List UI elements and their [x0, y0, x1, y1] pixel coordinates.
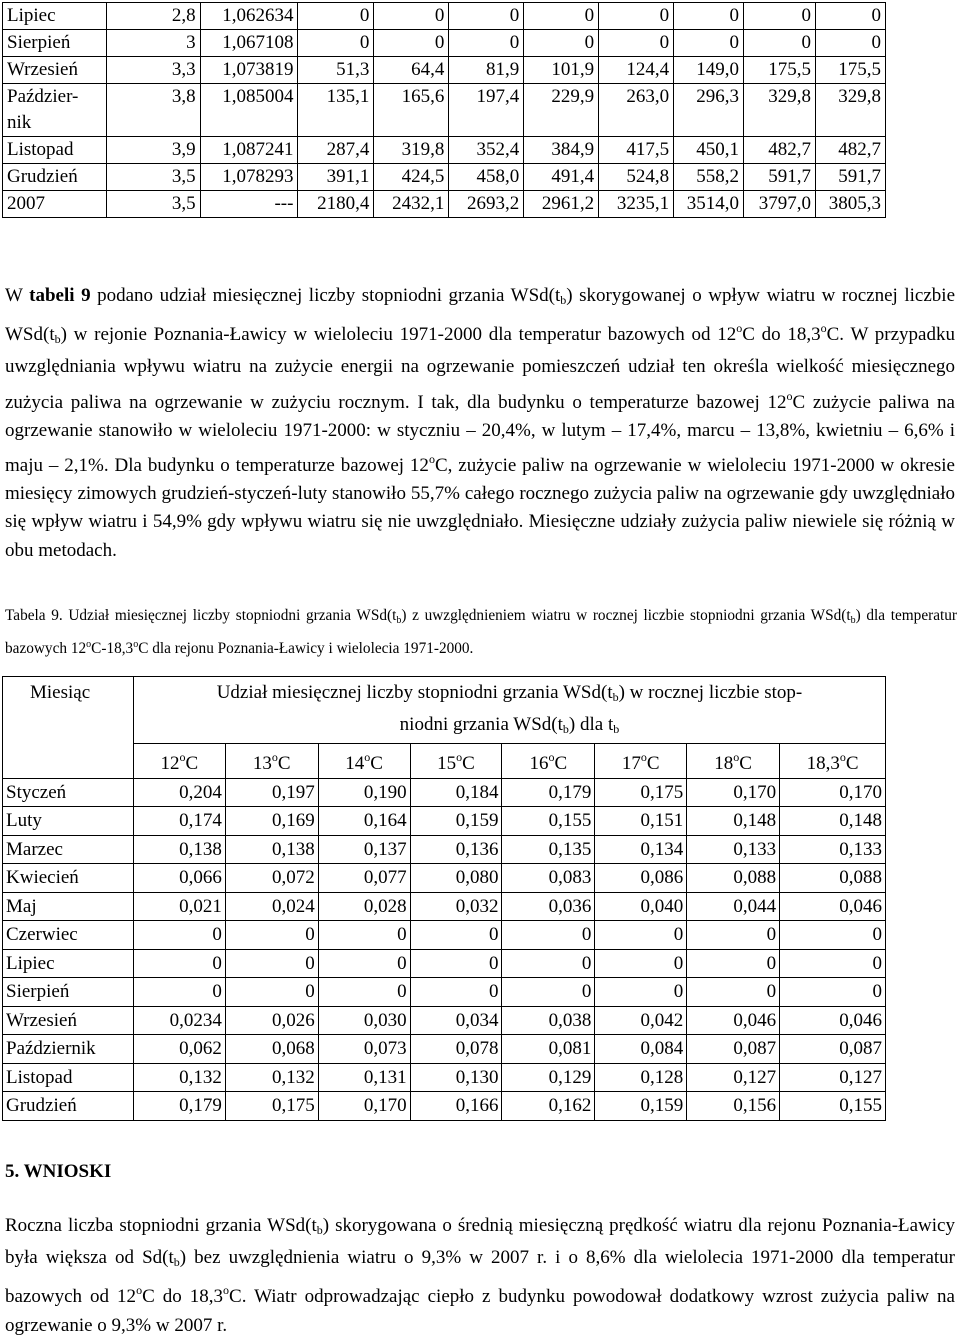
value-cell: 64,4	[374, 57, 449, 84]
value-cell: 0,084	[595, 1035, 687, 1064]
value-cell: 0,088	[687, 864, 780, 893]
month-cell: Sierpień	[3, 978, 134, 1007]
value-cell: 0,148	[780, 807, 886, 836]
value-cell: 482,7	[744, 137, 816, 164]
value-cell: 0	[502, 921, 595, 950]
value-cell: 175,5	[744, 57, 816, 84]
table-row	[3, 864, 886, 893]
month-cell: Sierpień	[3, 30, 107, 57]
table-row	[3, 921, 886, 950]
value-cell: 0,086	[595, 864, 687, 893]
month-cell: Listopad	[3, 137, 107, 164]
table-row	[3, 191, 886, 218]
value-cell: 135,1	[298, 84, 374, 137]
value-cell: 0,169	[225, 807, 318, 836]
value-cell: 0,127	[780, 1063, 886, 1092]
month-cell: Luty	[3, 807, 134, 836]
value-cell: 0	[318, 978, 410, 1007]
value-cell: 0,128	[595, 1063, 687, 1092]
value-cell: 0	[374, 30, 449, 57]
value-cell: 0,024	[225, 892, 318, 921]
table9-body	[3, 778, 886, 1120]
table-row	[3, 3, 886, 30]
value-cell: ---	[200, 191, 298, 218]
value-cell: 0	[374, 3, 449, 30]
value-cell: 0,088	[780, 864, 886, 893]
value-cell: 0	[595, 949, 687, 978]
value-cell: 0,151	[595, 807, 687, 836]
value-cell: 0,081	[502, 1035, 595, 1064]
value-cell: 0	[744, 30, 816, 57]
table9-temperature-row	[3, 744, 886, 779]
section-heading-conclusions: 5. WNIOSKI	[5, 1161, 112, 1182]
value-cell: 0,044	[687, 892, 780, 921]
value-cell: 0	[780, 949, 886, 978]
temperature-header-cell: 17$^o$C	[595, 744, 687, 779]
value-cell: 1,087241	[200, 137, 298, 164]
value-cell: 0	[595, 921, 687, 950]
value-cell: 0,175	[225, 1092, 318, 1121]
value-cell: 0	[318, 921, 410, 950]
value-cell: 0,046	[687, 1006, 780, 1035]
paragraph-conclusions: Roczna liczba stopniodni grzania $WSd(t_b)$ skorygowana o średnią miesięczną prędkość wiatru dla rejonu Poznania-Ławicy była większa od $Sd(t_b)$ bez uwzględnienia wiatru o 9,3% w 2007 r. i o 8,6% dla wielolecia 1971-2000 dla temperatur bazowych od 12$^o$C do 18,3$^o$C. Wiatr odprowadzając ciepło z budynku powodował dodatkowy wzrost zużycia paliw na ogrzewanie o 9,3% w 2007 r.	[5, 1215, 956, 1336]
table-row	[3, 1006, 886, 1035]
value-cell: 2693,2	[449, 191, 524, 218]
month-cell: Paździer- nik	[3, 84, 107, 137]
value-cell: 0,087	[780, 1035, 886, 1064]
month-cell: 2007	[3, 191, 107, 218]
table-row	[3, 778, 886, 807]
value-cell: 1,073819	[200, 57, 298, 84]
month-cell: Marzec	[3, 835, 134, 864]
value-cell: 0	[599, 30, 674, 57]
value-cell: 450,1	[674, 137, 744, 164]
value-cell: 0	[524, 30, 599, 57]
value-cell: 0,087	[687, 1035, 780, 1064]
table-row	[3, 84, 886, 137]
value-cell: 0	[595, 978, 687, 1007]
table-row	[3, 1092, 886, 1121]
value-cell: 1,085004	[200, 84, 298, 137]
temperature-header-cell: 13$^o$C	[225, 744, 318, 779]
value-cell: 0,133	[687, 835, 780, 864]
value-cell: 0	[133, 978, 225, 1007]
value-cell: 0	[687, 949, 780, 978]
month-cell: Wrzesień	[3, 57, 107, 84]
value-cell: 0	[815, 3, 885, 30]
value-cell: 482,7	[815, 137, 885, 164]
value-cell: 0,026	[225, 1006, 318, 1035]
value-cell: 0,136	[410, 835, 502, 864]
value-cell: 0,130	[410, 1063, 502, 1092]
value-cell: 1,062634	[200, 3, 298, 30]
value-cell: 0,028	[318, 892, 410, 921]
value-cell: 0,077	[318, 864, 410, 893]
value-cell: 0,159	[410, 807, 502, 836]
value-cell: 149,0	[674, 57, 744, 84]
value-cell: 0,073	[318, 1035, 410, 1064]
value-cell: 558,2	[674, 164, 744, 191]
value-cell: 3	[106, 30, 200, 57]
temperature-header-cell: 18$^o$C	[687, 744, 780, 779]
value-cell: 0	[449, 3, 524, 30]
value-cell: 0,190	[318, 778, 410, 807]
table-row	[3, 57, 886, 84]
month-cell: Lipiec	[3, 3, 107, 30]
value-cell: 0,046	[780, 1006, 886, 1035]
value-cell: 0	[449, 30, 524, 57]
value-cell: 81,9	[449, 57, 524, 84]
value-cell: 0	[780, 978, 886, 1007]
temperature-header-cell: 16$^o$C	[502, 744, 595, 779]
value-cell: 165,6	[374, 84, 449, 137]
value-cell: 0	[410, 978, 502, 1007]
value-cell: 0,129	[502, 1063, 595, 1092]
table-row	[3, 137, 886, 164]
month-cell: Grudzień	[3, 164, 107, 191]
value-cell: 51,3	[298, 57, 374, 84]
value-cell: 263,0	[599, 84, 674, 137]
value-cell: 0	[298, 3, 374, 30]
table9-caption: Tabela 9. Udział miesięcznej liczby stopniodni grzania $WSd(t_b)$ z uwzględnieniem wiatru w rocznej liczbie stopniodni grzania $WSd(t_b)$ dla temperatur bazowych 12$^o$C-18,3$^o$C dla rejonu Poznania-Ławicy i wielolecia 1971-2000.	[5, 607, 957, 657]
value-cell: 3,5	[106, 191, 200, 218]
header-month: Miesiąc	[3, 677, 134, 779]
value-cell: 3,5	[106, 164, 200, 191]
value-cell: 3797,0	[744, 191, 816, 218]
table-row	[3, 949, 886, 978]
paragraph-table9-description: W tabeli 9 podano udział miesięcznej liczby stopniodni grzania $WSd(t_b)$ skorygowanej o wpływ wiatru w rocznej liczbie $WSd(t_b)$ w rejonie Poznania-Ławicy w wieloleciu 1971-2000 dla temperatur bazowych od 12$^o$C do 18,3$^o$C. W przypadku uwzględniania wpływu wiatru na zużycie energii na ogrzewanie pomieszczeń udział ten określa wielkość miesięcznego zużycia paliwa na ogrzewanie w zużyciu rocznym. I tak, dla budynku o temperaturze bazowej 12$^o$C zużycie paliwa na ogrzewanie stanowiło w wieloleciu 1971-2000: w styczniu – 20,4%, w lutym – 17,4%, marcu – 13,8%, kwietniu – 6,6% i maju – 2,1%. Dla budynku o temperaturze bazowej 12$^o$C, zużycie paliw na ogrzewanie w wieloleciu 1971-2000 w okresie miesięcy zimowych grudzień-styczeń-luty stanowiło 55,7% całego rocznego zużycia paliw na ogrzewanie gdy uwzględniało się wpływ wiatru i 54,9% gdy wpływu wiatru się nie uwzględniało. Miesięczne udziały zużycia paliw niewiele się różnią w obu metodach.	[5, 285, 956, 561]
value-cell: 0	[674, 30, 744, 57]
value-cell: 0,164	[318, 807, 410, 836]
value-cell: 2180,4	[298, 191, 374, 218]
value-cell: 0,138	[225, 835, 318, 864]
value-cell: 0,148	[687, 807, 780, 836]
value-cell: 0	[318, 949, 410, 978]
value-cell: 524,8	[599, 164, 674, 191]
value-cell: 1,078293	[200, 164, 298, 191]
value-cell: 3,3	[106, 57, 200, 84]
value-cell: 0,042	[595, 1006, 687, 1035]
header-share-description: Udział miesięcznej liczby stopniodni grzania $WSd(t_b)$ w rocznej liczbie stop- niodni grzania $WSd(t_b)$ dla $t_b$	[133, 677, 885, 744]
value-cell: 0,062	[133, 1035, 225, 1064]
value-cell: 0,159	[595, 1092, 687, 1121]
top-table-body	[3, 3, 886, 218]
value-cell: 0,131	[318, 1063, 410, 1092]
value-cell: 0,127	[687, 1063, 780, 1092]
value-cell: 0,040	[595, 892, 687, 921]
value-cell: 0,066	[133, 864, 225, 893]
month-cell: Lipiec	[3, 949, 134, 978]
value-cell: 0	[410, 949, 502, 978]
value-cell: 0,184	[410, 778, 502, 807]
value-cell: 0,156	[687, 1092, 780, 1121]
value-cell: 0,034	[410, 1006, 502, 1035]
value-cell: 197,4	[449, 84, 524, 137]
table-row	[3, 835, 886, 864]
value-cell: 458,0	[449, 164, 524, 191]
value-cell: 2,8	[106, 3, 200, 30]
table9-monthly-share	[2, 676, 886, 1121]
temperature-header-cell: 15$^o$C	[410, 744, 502, 779]
month-cell: Grudzień	[3, 1092, 134, 1121]
value-cell: 0	[133, 921, 225, 950]
value-cell: 0,179	[133, 1092, 225, 1121]
value-cell: 491,4	[524, 164, 599, 191]
month-cell: Listopad	[3, 1063, 134, 1092]
value-cell: 0,030	[318, 1006, 410, 1035]
table-row	[3, 1035, 886, 1064]
value-cell: 3,8	[106, 84, 200, 137]
value-cell: 0,170	[318, 1092, 410, 1121]
table9-header-row	[3, 677, 886, 744]
value-cell: 0,038	[502, 1006, 595, 1035]
value-cell: 1,067108	[200, 30, 298, 57]
value-cell: 0,170	[687, 778, 780, 807]
bold-table-reference: tabeli 9	[29, 285, 91, 306]
value-cell: 0,155	[780, 1092, 886, 1121]
value-cell: 3514,0	[674, 191, 744, 218]
value-cell: 0,046	[780, 892, 886, 921]
value-cell: 0	[502, 978, 595, 1007]
temperature-header-cell: 14$^o$C	[318, 744, 410, 779]
value-cell: 0,072	[225, 864, 318, 893]
value-cell: 0,083	[502, 864, 595, 893]
month-cell: Październik	[3, 1035, 134, 1064]
value-cell: 0,080	[410, 864, 502, 893]
value-cell: 101,9	[524, 57, 599, 84]
value-cell: 0,137	[318, 835, 410, 864]
value-cell: 2432,1	[374, 191, 449, 218]
month-cell: Kwiecień	[3, 864, 134, 893]
table-row	[3, 978, 886, 1007]
value-cell: 0	[815, 30, 885, 57]
value-cell: 417,5	[599, 137, 674, 164]
value-cell: 0,170	[780, 778, 886, 807]
value-cell: 0,078	[410, 1035, 502, 1064]
value-cell: 391,1	[298, 164, 374, 191]
value-cell: 0,174	[133, 807, 225, 836]
value-cell: 0,162	[502, 1092, 595, 1121]
value-cell: 0	[410, 921, 502, 950]
value-cell: 0,135	[502, 835, 595, 864]
value-cell: 124,4	[599, 57, 674, 84]
table-row	[3, 1063, 886, 1092]
value-cell: 0	[225, 921, 318, 950]
value-cell: 0	[687, 921, 780, 950]
value-cell: 0,068	[225, 1035, 318, 1064]
value-cell: 3805,3	[815, 191, 885, 218]
value-cell: 0,175	[595, 778, 687, 807]
value-cell: 2961,2	[524, 191, 599, 218]
value-cell: 0,166	[410, 1092, 502, 1121]
value-cell: 0	[502, 949, 595, 978]
table-row	[3, 807, 886, 836]
temperature-header-cell: 12$^o$C	[133, 744, 225, 779]
table-row	[3, 30, 886, 57]
value-cell: 229,9	[524, 84, 599, 137]
value-cell: 591,7	[815, 164, 885, 191]
value-cell: 0	[298, 30, 374, 57]
value-cell: 0	[133, 949, 225, 978]
value-cell: 384,9	[524, 137, 599, 164]
value-cell: 0,197	[225, 778, 318, 807]
value-cell: 175,5	[815, 57, 885, 84]
value-cell: 329,8	[744, 84, 816, 137]
value-cell: 0	[674, 3, 744, 30]
value-cell: 0,0234	[133, 1006, 225, 1035]
value-cell: 296,3	[674, 84, 744, 137]
value-cell: 0,032	[410, 892, 502, 921]
value-cell: 0,021	[133, 892, 225, 921]
value-cell: 591,7	[744, 164, 816, 191]
monthly-degree-days-table	[2, 2, 886, 218]
value-cell: 424,5	[374, 164, 449, 191]
value-cell: 0,133	[780, 835, 886, 864]
table-row	[3, 892, 886, 921]
value-cell: 0,132	[225, 1063, 318, 1092]
value-cell: 3,9	[106, 137, 200, 164]
value-cell: 0,134	[595, 835, 687, 864]
value-cell: 0	[524, 3, 599, 30]
month-cell: Styczeń	[3, 778, 134, 807]
value-cell: 329,8	[815, 84, 885, 137]
value-cell: 3235,1	[599, 191, 674, 218]
value-cell: 0	[780, 921, 886, 950]
month-cell: Maj	[3, 892, 134, 921]
value-cell: 0,179	[502, 778, 595, 807]
temperature-header-cell: 18,3$^o$C	[780, 744, 886, 779]
value-cell: 0	[744, 3, 816, 30]
month-cell: Czerwiec	[3, 921, 134, 950]
month-cell: Wrzesień	[3, 1006, 134, 1035]
value-cell: 319,8	[374, 137, 449, 164]
value-cell: 0,132	[133, 1063, 225, 1092]
value-cell: 0,155	[502, 807, 595, 836]
value-cell: 0	[225, 978, 318, 1007]
table-row	[3, 164, 886, 191]
value-cell: 352,4	[449, 137, 524, 164]
value-cell: 287,4	[298, 137, 374, 164]
value-cell: 0	[687, 978, 780, 1007]
value-cell: 0,138	[133, 835, 225, 864]
value-cell: 0	[599, 3, 674, 30]
value-cell: 0	[225, 949, 318, 978]
value-cell: 0,204	[133, 778, 225, 807]
value-cell: 0,036	[502, 892, 595, 921]
